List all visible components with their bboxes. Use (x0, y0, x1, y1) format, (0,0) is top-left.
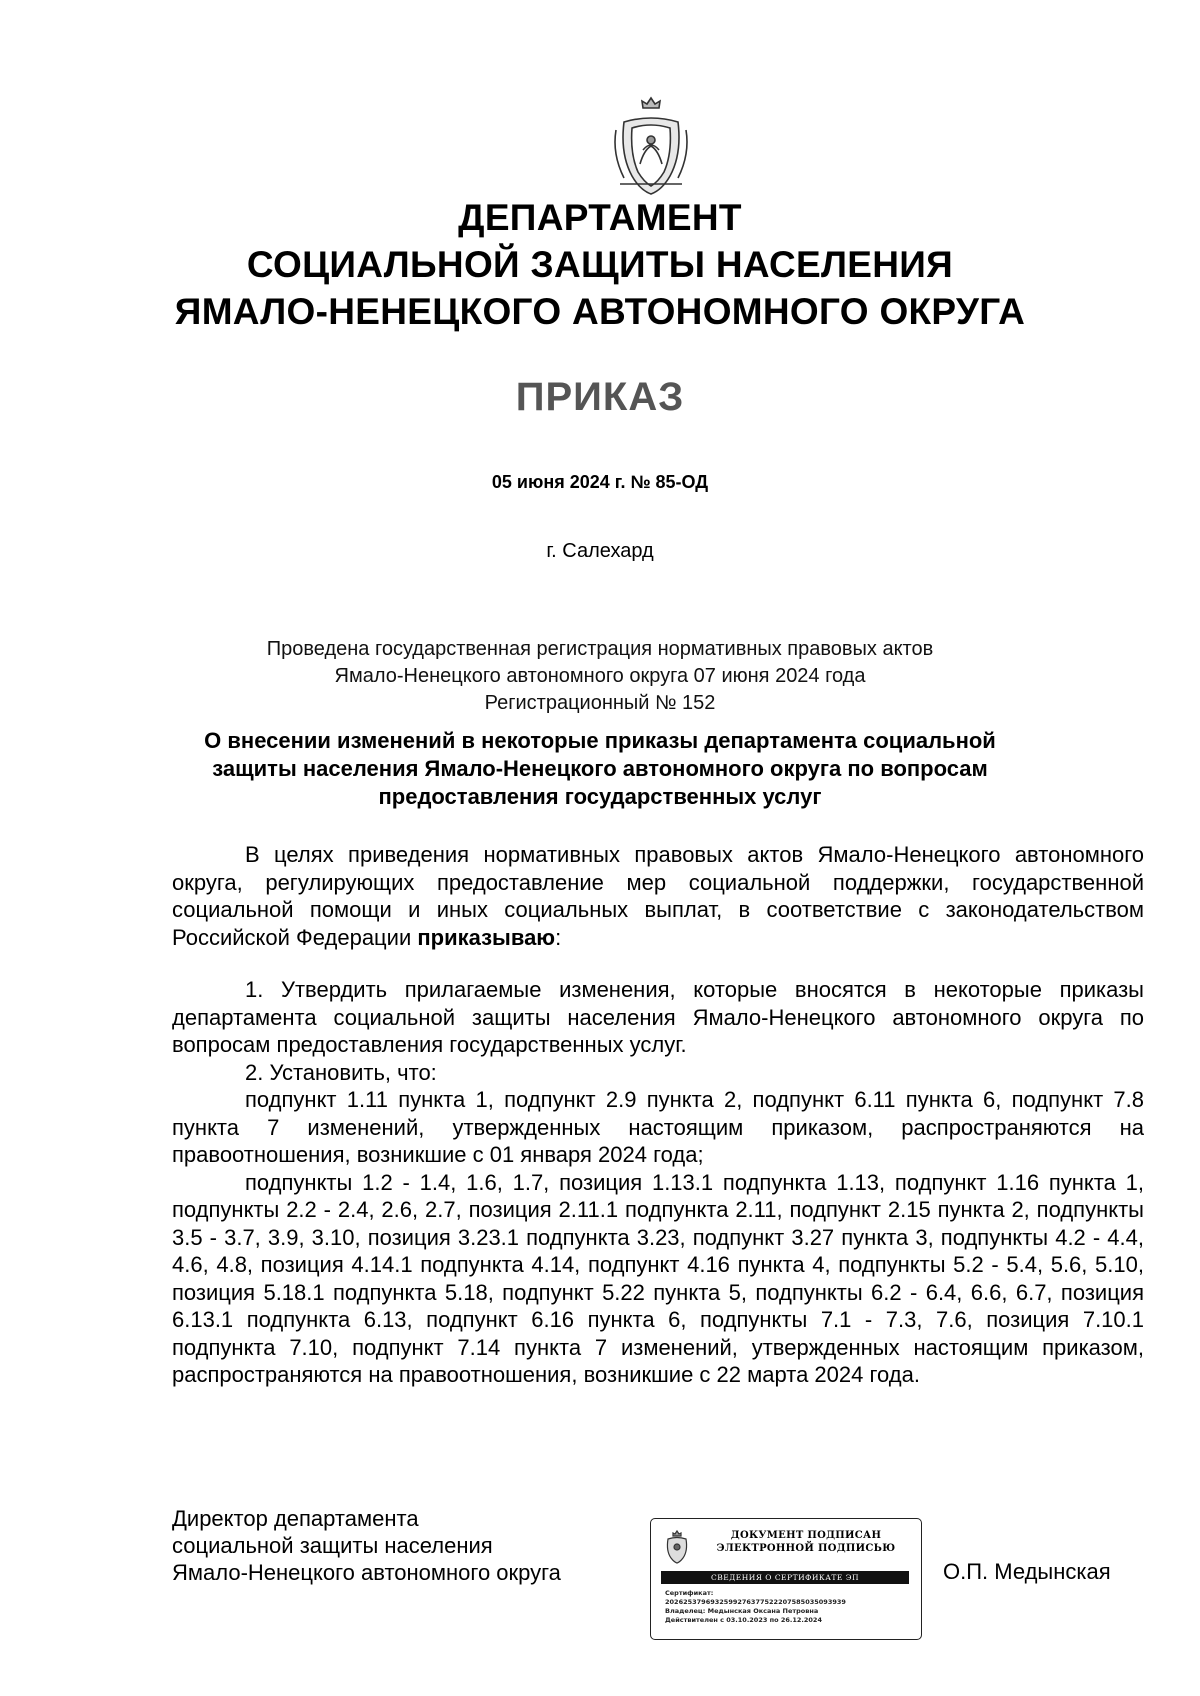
preamble-text: В целях приведения нормативных правовых актов Ямало-Ненецкого автономного округа, регулирующих предоставление мер социальной поддержки, государственной социальной помощи и иных социальных выплат, в соответствие с законодательством Российской Федерации (172, 842, 1144, 950)
registration-line-3: Регистрационный № 152 (484, 692, 716, 714)
stamp-title-line-2: ЭЛЕКТРОННОЙ ПОДПИСЬЮ (716, 1543, 896, 1554)
signatory-position-line-3: Ямало-Ненецкого автономного округа (172, 1560, 561, 1585)
registration-line-1: Проведена государственная регистрация нормативных правовых актов (266, 638, 934, 660)
electronic-signature-stamp (650, 1518, 922, 1640)
signatory-position-line-1: Директор департамента (172, 1506, 419, 1531)
stamp-certificate-bar: СВЕДЕНИЯ О СЕРТИФИКАТЕ ЭП (661, 1571, 909, 1584)
stamp-validity: Действителен с 03.10.2023 по 26.12.2024 (665, 1616, 822, 1624)
document-city: г. Салехард (546, 540, 654, 562)
item-1-paragraph: 1. Утвердить прилагаемые изменения, которые вносятся в некоторые приказы департамента социальной защиты населения Ямало-Ненецкого автономного округа по вопросам предоставления государственных услуг. (172, 977, 1144, 1057)
department-name-line-1: ДЕПАРТАМЕНТ (458, 197, 742, 238)
department-name-line-3: ЯМАЛО-НЕНЕЦКОГО АВТОНОМНОГО ОКРУГА (174, 291, 1026, 332)
signatory-name: О.П. Медынская (943, 1559, 1111, 1584)
signatory-position-line-2: социальной защиты населения (172, 1533, 493, 1558)
item-2-paragraph: 2. Установить, что: (245, 1059, 437, 1085)
document-body (172, 841, 1144, 1389)
signatory-position (172, 1505, 561, 1586)
subject-line-2: защиты населения Ямало-Ненецкого автономного округа по вопросам (212, 756, 988, 781)
preamble-tail: : (555, 924, 562, 950)
document-date-number: 05 июня 2024 г. № 85-ОД (491, 472, 709, 492)
preamble-paragraph (172, 841, 1144, 951)
stamp-owner: Владелец: Медынская Оксана Петровна (665, 1607, 819, 1615)
registration-line-2: Ямало-Ненецкого автономного округа 07 июня 2024 года (334, 665, 866, 687)
stamp-certificate-label: Сертификат: (665, 1589, 714, 1597)
coat-of-arms-emblem (610, 94, 692, 200)
registration-note (0, 636, 1200, 717)
stamp-certificate-number: 2026253796932599276377522207585035093939 (665, 1598, 846, 1606)
stamp-title (699, 1529, 913, 1555)
item-2b-paragraph: подпункты 1.2 - 1.4, 1.6, 1.7, позиция 1.13.1 подпункта 1.13, подпункт 1.16 пункта 1, подпункты 2.2 - 2.4, 2.6, 2.7, позиция 2.11.1 подпункта 2.11, подпункт 2.15 пункта 2, подпункты 3.5 - 3.7, 3.9, 3.10, позиция 3.23.1 подпункта 3.23, подпункт 3.27 пункта 3, подпункты 4.2 - 4.4, 4.6, 4.8, позиция 4.14.1 подпункта 4.14, подпункт 4.16 пункта 4, подпункты 5.2 - 5.4, 5.6, 5.10, позиция 5.18.1 подпункта 5.18, подпункт 5.22 пункта 5, подпункты 6.2 - 6.4, 6.6, 6.7, позиция 6.13.1 подпункта 6.13, подпункт 6.16 пункта 6, подпункты 7.1 - 7.3, 7.6, позиция 7.10.1 подпункта 7.10, подпункт 7.14 пункта 7 изменений, утвержденных настоящим приказом, распространяются на правоотношения, возникшие с 22 марта 2024 года. (172, 1169, 1144, 1387)
item-2a-paragraph: подпункт 1.11 пункта 1, подпункт 2.9 пункта 2, подпункт 6.11 пункта 6, подпункт 7.8 пункта 7 изменений, утвержденных настоящим приказом, распространяются на правоотношения, возникшие с 01 января 2024 года; (172, 1087, 1144, 1167)
department-name-line-2: СОЦИАЛЬНОЙ ЗАЩИТЫ НАСЕЛЕНИЯ (246, 244, 954, 285)
subject-line-3: предоставления государственных услуг (378, 784, 822, 809)
document-subject (0, 727, 1200, 811)
stamp-title-line-1: ДОКУМЕНТ ПОДПИСАН (730, 1530, 882, 1541)
preamble-order-word: приказываю (417, 924, 556, 950)
subject-line-1: О внесении изменений в некоторые приказы департамента социальной (204, 728, 996, 753)
stamp-emblem-icon (663, 1529, 691, 1565)
document-type-title: ПРИКАЗ (515, 375, 685, 419)
